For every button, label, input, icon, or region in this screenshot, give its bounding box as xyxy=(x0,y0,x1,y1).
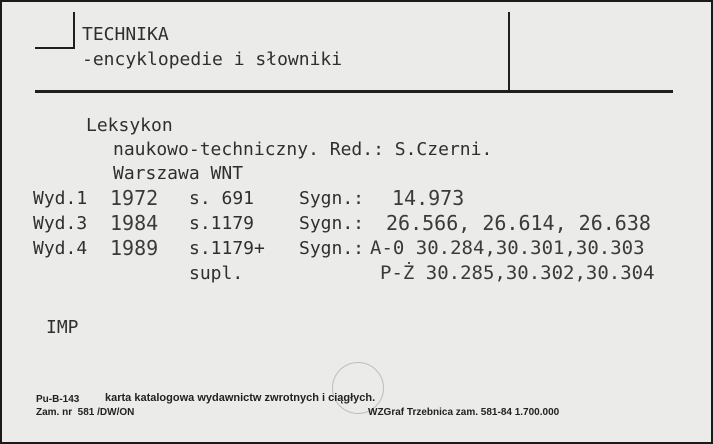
edition-label: Wyd.4 xyxy=(33,238,88,259)
edition-label: Wyd.1 xyxy=(33,188,88,209)
entry-imprint: Warszawa WNT xyxy=(113,163,244,184)
header-right-rule xyxy=(508,12,510,92)
footer-order-number: Zam. nr 581 /DW/ON xyxy=(36,407,135,418)
footer-form-code: Pu-B-143 xyxy=(36,394,80,405)
edition-year: 1972 xyxy=(110,186,159,210)
footer-printer: WZGraf Trzebnica zam. 581-84 1.700.000 xyxy=(368,407,560,418)
edition-pages: s. 691 xyxy=(189,188,255,209)
signature-numbers: A-0 30.284,30.301,30.303 xyxy=(370,237,645,259)
signature-numbers: 26.566, 26.614, 26.638 xyxy=(386,211,651,235)
signature-label: Sygn.: xyxy=(299,238,365,259)
edition-label: Wyd.3 xyxy=(33,213,88,234)
entry-title-line2: naukowo-techniczny. Red.: S.Czerni. xyxy=(113,139,493,160)
footer-description: karta katalogowa wydawnictw zwrotnych i ciągłych. xyxy=(105,392,376,404)
header-left-rule xyxy=(73,12,75,49)
library-mark: IMP xyxy=(46,317,79,338)
signature-numbers: 14.973 xyxy=(392,186,465,210)
signature-label: Sygn.: xyxy=(299,213,365,234)
subject-category: TECHNIKA xyxy=(82,24,169,45)
subject-subcategory: -encyklopedie i słowniki xyxy=(82,49,343,70)
signature-numbers: P-Ż 30.285,30.302,30.304 xyxy=(380,262,655,284)
edition-pages: s.1179 xyxy=(189,213,255,234)
edition-year: 1984 xyxy=(110,211,159,235)
signature-label: Sygn.: xyxy=(299,188,365,209)
edition-pages: s.1179+ xyxy=(189,238,265,259)
edition-year: 1989 xyxy=(110,236,159,260)
header-tab-underline xyxy=(35,47,73,49)
entry-title-line1: Leksykon xyxy=(86,115,173,136)
header-bottom-rule xyxy=(35,90,673,93)
edition-pages-supplement: supl. xyxy=(189,263,244,284)
